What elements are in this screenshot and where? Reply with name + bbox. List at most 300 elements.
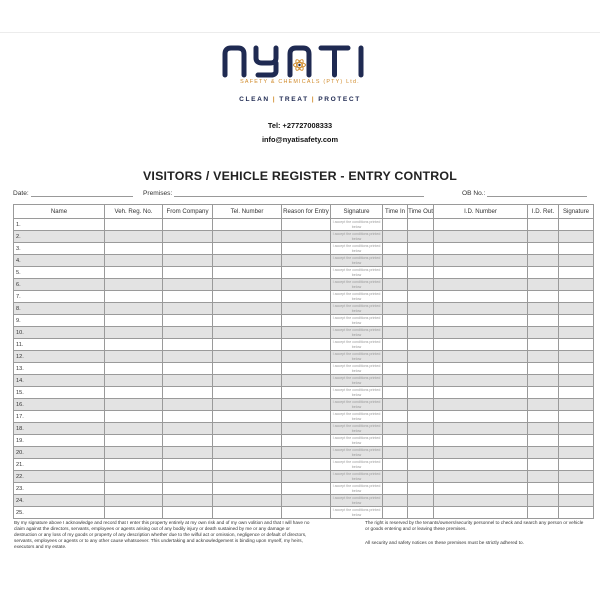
table-cell[interactable] <box>282 507 331 519</box>
table-cell[interactable] <box>434 435 528 447</box>
table-cell[interactable] <box>383 471 408 483</box>
table-cell[interactable] <box>282 447 331 459</box>
signature-acceptance-cell[interactable]: I accept the conditions printed below <box>331 411 383 423</box>
table-cell[interactable] <box>528 435 559 447</box>
table-cell[interactable] <box>105 495 163 507</box>
form-title: VISITORS / VEHICLE REGISTER - ENTRY CONTROL <box>142 169 458 183</box>
table-cell[interactable] <box>282 231 331 243</box>
table-cell[interactable] <box>434 363 528 375</box>
table-cell[interactable] <box>163 483 213 495</box>
table-cell[interactable] <box>383 411 408 423</box>
table-cell[interactable] <box>528 459 559 471</box>
table-row <box>14 447 594 459</box>
signature-acceptance-cell[interactable]: I accept the conditions printed below <box>331 303 383 315</box>
table-cell[interactable] <box>559 243 594 255</box>
table-cell[interactable] <box>163 459 213 471</box>
table-cell[interactable] <box>282 387 331 399</box>
table-cell[interactable] <box>105 219 163 231</box>
signature-acceptance-cell[interactable]: I accept the conditions printed below <box>331 315 383 327</box>
table-cell[interactable] <box>559 231 594 243</box>
table-cell[interactable] <box>213 387 282 399</box>
table-cell[interactable] <box>213 243 282 255</box>
table-cell[interactable] <box>213 327 282 339</box>
table-cell[interactable] <box>408 471 434 483</box>
table-cell[interactable] <box>163 303 213 315</box>
column-header: I.D. Number <box>434 205 528 219</box>
table-cell[interactable] <box>408 303 434 315</box>
table-cell[interactable] <box>559 291 594 303</box>
table-cell[interactable] <box>528 447 559 459</box>
table-cell[interactable] <box>383 291 408 303</box>
table-cell[interactable] <box>559 363 594 375</box>
table-cell[interactable] <box>105 459 163 471</box>
row-number-name-cell[interactable]: 19. <box>14 435 105 447</box>
table-cell[interactable] <box>383 231 408 243</box>
table-cell[interactable] <box>559 375 594 387</box>
header-row <box>14 205 594 219</box>
table-cell[interactable] <box>383 255 408 267</box>
table-cell[interactable] <box>163 327 213 339</box>
table-cell[interactable] <box>434 483 528 495</box>
table-row <box>14 363 594 375</box>
table-cell[interactable] <box>528 219 559 231</box>
row-number-name-cell[interactable]: 11. <box>14 339 105 351</box>
signature-acceptance-cell[interactable]: I accept the conditions printed below <box>331 459 383 471</box>
table-cell[interactable] <box>163 255 213 267</box>
table-cell[interactable] <box>408 327 434 339</box>
table-cell[interactable] <box>383 351 408 363</box>
signature-acceptance-cell[interactable]: I accept the conditions printed below <box>331 363 383 375</box>
table-row <box>14 303 594 315</box>
row-number-name-cell[interactable]: 15. <box>14 387 105 399</box>
row-number-name-cell[interactable]: 16. <box>14 399 105 411</box>
row-number-name-cell[interactable]: 9. <box>14 315 105 327</box>
table-cell[interactable] <box>282 315 331 327</box>
table-cell[interactable] <box>282 219 331 231</box>
table-cell[interactable] <box>559 495 594 507</box>
table-cell[interactable] <box>528 399 559 411</box>
row-number-name-cell[interactable]: 23. <box>14 483 105 495</box>
table-cell[interactable] <box>559 219 594 231</box>
table-cell[interactable] <box>559 411 594 423</box>
row-number-name-cell[interactable]: 20. <box>14 447 105 459</box>
table-cell[interactable] <box>282 327 331 339</box>
table-cell[interactable] <box>383 363 408 375</box>
ob-line <box>487 189 587 197</box>
table-cell[interactable] <box>105 411 163 423</box>
signature-acceptance-cell[interactable]: I accept the conditions printed below <box>331 243 383 255</box>
table-cell[interactable] <box>408 399 434 411</box>
table-cell[interactable] <box>559 459 594 471</box>
table-cell[interactable] <box>105 399 163 411</box>
signature-acceptance-cell[interactable]: I accept the conditions printed below <box>331 483 383 495</box>
table-cell[interactable] <box>408 291 434 303</box>
table-cell[interactable] <box>408 219 434 231</box>
table-cell[interactable] <box>528 243 559 255</box>
table-cell[interactable] <box>163 351 213 363</box>
table-row <box>14 255 594 267</box>
table-cell[interactable] <box>163 495 213 507</box>
table-cell[interactable] <box>213 255 282 267</box>
table-cell[interactable] <box>282 303 331 315</box>
signature-acceptance-cell[interactable]: I accept the conditions printed below <box>331 267 383 279</box>
signature-acceptance-cell[interactable]: I accept the conditions printed below <box>331 231 383 243</box>
table-cell[interactable] <box>282 495 331 507</box>
table-cell[interactable] <box>213 471 282 483</box>
table-cell[interactable] <box>434 267 528 279</box>
table-cell[interactable] <box>213 219 282 231</box>
table-cell[interactable] <box>408 387 434 399</box>
table-cell[interactable] <box>163 279 213 291</box>
table-cell[interactable] <box>213 399 282 411</box>
table-cell[interactable] <box>528 255 559 267</box>
table-cell[interactable] <box>408 363 434 375</box>
table-cell[interactable] <box>528 375 559 387</box>
table-row <box>14 423 594 435</box>
table-cell[interactable] <box>383 327 408 339</box>
table-cell[interactable] <box>559 507 594 519</box>
table-cell[interactable] <box>213 291 282 303</box>
table-cell[interactable] <box>282 459 331 471</box>
table-cell[interactable] <box>213 447 282 459</box>
table-cell[interactable] <box>105 279 163 291</box>
table-cell[interactable] <box>434 495 528 507</box>
table-cell[interactable] <box>105 423 163 435</box>
table-cell[interactable] <box>434 375 528 387</box>
table-cell[interactable] <box>383 339 408 351</box>
table-cell[interactable] <box>213 267 282 279</box>
table-cell[interactable] <box>559 339 594 351</box>
signature-acceptance-cell[interactable]: I accept the conditions printed below <box>331 471 383 483</box>
table-cell[interactable] <box>434 411 528 423</box>
table-cell[interactable] <box>559 255 594 267</box>
table-cell[interactable] <box>559 315 594 327</box>
table-cell[interactable] <box>408 495 434 507</box>
table-row <box>14 279 594 291</box>
table-cell[interactable] <box>408 243 434 255</box>
table-cell[interactable] <box>434 471 528 483</box>
table-cell[interactable] <box>528 363 559 375</box>
table-cell[interactable] <box>213 423 282 435</box>
table-cell[interactable] <box>559 279 594 291</box>
table-cell[interactable] <box>282 279 331 291</box>
table-cell[interactable] <box>559 387 594 399</box>
table-cell[interactable] <box>408 435 434 447</box>
table-cell[interactable] <box>163 219 213 231</box>
signature-acceptance-cell[interactable]: I accept the conditions printed below <box>331 423 383 435</box>
table-cell[interactable] <box>528 339 559 351</box>
table-cell[interactable] <box>434 327 528 339</box>
row-number-name-cell[interactable]: 22. <box>14 471 105 483</box>
table-cell[interactable] <box>434 387 528 399</box>
table-cell[interactable] <box>163 423 213 435</box>
table-cell[interactable] <box>282 243 331 255</box>
footer-disclaimer: By my signature above I acknowledge and record that I enter this property entirely at my own risk and of my own volition and that I will have no claim against the directors, servants, employees or agents arising out of any bodily injury or death sustained by me or any damage or destruction or any loss of my goods or property of any description whether due to the wilful act or omission, negligence or default of directors, servants, employees or agents or to any other cause whatsoever. This undertaking and acknowledgement is binding upon myself, my heirs, executors and my estate. <box>14 520 310 549</box>
table-cell[interactable] <box>213 231 282 243</box>
table-cell[interactable] <box>528 411 559 423</box>
table-cell[interactable] <box>105 339 163 351</box>
table-cell[interactable] <box>528 267 559 279</box>
table-cell[interactable] <box>383 303 408 315</box>
table-cell[interactable] <box>105 255 163 267</box>
table-cell[interactable] <box>434 459 528 471</box>
table-cell[interactable] <box>559 435 594 447</box>
table-cell[interactable] <box>528 351 559 363</box>
signature-acceptance-cell[interactable]: I accept the conditions printed below <box>331 375 383 387</box>
table-cell[interactable] <box>163 447 213 459</box>
table-cell[interactable] <box>408 279 434 291</box>
row-number-name-cell[interactable]: 21. <box>14 459 105 471</box>
signature-acceptance-cell[interactable]: I accept the conditions printed below <box>331 219 383 231</box>
table-cell[interactable] <box>105 447 163 459</box>
table-cell[interactable] <box>434 399 528 411</box>
table-cell[interactable] <box>105 303 163 315</box>
table-cell[interactable] <box>434 231 528 243</box>
table-cell[interactable] <box>105 363 163 375</box>
table-cell[interactable] <box>383 315 408 327</box>
signature-acceptance-cell[interactable]: I accept the conditions printed below <box>331 387 383 399</box>
table-cell[interactable] <box>163 315 213 327</box>
table-cell[interactable] <box>105 291 163 303</box>
row-number-name-cell[interactable]: 12. <box>14 351 105 363</box>
table-cell[interactable] <box>434 219 528 231</box>
row-number-name-cell[interactable]: 6. <box>14 279 105 291</box>
signature-acceptance-cell[interactable]: I accept the conditions printed below <box>331 327 383 339</box>
signature-acceptance-cell[interactable]: I accept the conditions printed below <box>331 495 383 507</box>
table-cell[interactable] <box>383 495 408 507</box>
table-cell[interactable] <box>105 327 163 339</box>
tagline-protect: PROTECT <box>318 96 361 103</box>
table-cell[interactable] <box>559 351 594 363</box>
table-cell[interactable] <box>282 483 331 495</box>
table-cell[interactable] <box>163 471 213 483</box>
table-cell[interactable] <box>213 459 282 471</box>
table-cell[interactable] <box>282 399 331 411</box>
table-cell[interactable] <box>282 411 331 423</box>
table-cell[interactable] <box>105 387 163 399</box>
table-cell[interactable] <box>213 363 282 375</box>
table-cell[interactable] <box>408 351 434 363</box>
table-cell[interactable] <box>528 291 559 303</box>
table-cell[interactable] <box>105 375 163 387</box>
ob-label: OB No.: <box>462 190 486 197</box>
table-cell[interactable] <box>105 507 163 519</box>
row-number-name-cell[interactable]: 24. <box>14 495 105 507</box>
table-cell[interactable] <box>408 423 434 435</box>
table-cell[interactable] <box>105 315 163 327</box>
table-cell[interactable] <box>163 363 213 375</box>
table-cell[interactable] <box>163 387 213 399</box>
table-cell[interactable] <box>434 291 528 303</box>
row-number-name-cell[interactable]: 14. <box>14 375 105 387</box>
table-cell[interactable] <box>282 255 331 267</box>
table-cell[interactable] <box>213 435 282 447</box>
company-logo <box>200 44 400 103</box>
table-cell[interactable] <box>528 507 559 519</box>
table-cell[interactable] <box>528 483 559 495</box>
table-cell[interactable] <box>434 423 528 435</box>
signature-acceptance-cell[interactable]: I accept the conditions printed below <box>331 255 383 267</box>
table-cell[interactable] <box>559 267 594 279</box>
table-cell[interactable] <box>213 495 282 507</box>
table-cell[interactable] <box>383 447 408 459</box>
row-number-name-cell[interactable]: 8. <box>14 303 105 315</box>
table-cell[interactable] <box>213 339 282 351</box>
table-cell[interactable] <box>282 375 331 387</box>
column-header: Name <box>14 205 105 219</box>
row-number-name-cell[interactable]: 2. <box>14 231 105 243</box>
contact-phone: Tel: +27727008333 <box>267 121 333 130</box>
table-cell[interactable] <box>434 303 528 315</box>
table-cell[interactable] <box>383 243 408 255</box>
table-cell[interactable] <box>282 471 331 483</box>
table-cell[interactable] <box>213 351 282 363</box>
table-cell[interactable] <box>383 483 408 495</box>
table-cell[interactable] <box>213 279 282 291</box>
table-cell[interactable] <box>105 267 163 279</box>
table-cell[interactable] <box>105 243 163 255</box>
table-cell[interactable] <box>434 255 528 267</box>
table-row <box>14 315 594 327</box>
table-row <box>14 351 594 363</box>
row-number-name-cell[interactable]: 10. <box>14 327 105 339</box>
table-cell[interactable] <box>408 447 434 459</box>
table-cell[interactable] <box>282 291 331 303</box>
table-cell[interactable] <box>383 399 408 411</box>
table-cell[interactable] <box>408 339 434 351</box>
row-number-name-cell[interactable]: 1. <box>14 219 105 231</box>
table-cell[interactable] <box>213 483 282 495</box>
table-cell[interactable] <box>213 375 282 387</box>
signature-acceptance-cell[interactable]: I accept the conditions printed below <box>331 351 383 363</box>
table-cell[interactable] <box>434 243 528 255</box>
signature-acceptance-cell[interactable]: I accept the conditions printed below <box>331 339 383 351</box>
table-cell[interactable] <box>559 303 594 315</box>
table-cell[interactable] <box>282 267 331 279</box>
signature-acceptance-cell[interactable]: I accept the conditions printed below <box>331 399 383 411</box>
row-number-name-cell[interactable]: 4. <box>14 255 105 267</box>
table-cell[interactable] <box>383 375 408 387</box>
table-cell[interactable] <box>282 423 331 435</box>
table-cell[interactable] <box>383 507 408 519</box>
table-cell[interactable] <box>383 279 408 291</box>
table-cell[interactable] <box>163 339 213 351</box>
column-header: Time Out <box>408 205 434 219</box>
table-cell[interactable] <box>528 387 559 399</box>
table-cell[interactable] <box>383 387 408 399</box>
table-cell[interactable] <box>559 327 594 339</box>
table-cell[interactable] <box>383 219 408 231</box>
table-cell[interactable] <box>213 507 282 519</box>
table-cell[interactable] <box>282 363 331 375</box>
table-cell[interactable] <box>528 303 559 315</box>
table-cell[interactable] <box>528 495 559 507</box>
table-cell[interactable] <box>383 267 408 279</box>
table-cell[interactable] <box>528 327 559 339</box>
table-row <box>14 399 594 411</box>
table-cell[interactable] <box>408 267 434 279</box>
table-cell[interactable] <box>163 243 213 255</box>
table-cell[interactable] <box>383 459 408 471</box>
table-cell[interactable] <box>559 447 594 459</box>
table-cell[interactable] <box>408 231 434 243</box>
table-cell[interactable] <box>434 279 528 291</box>
row-number-name-cell[interactable]: 18. <box>14 423 105 435</box>
signature-acceptance-cell[interactable]: I accept the conditions printed below <box>331 435 383 447</box>
table-cell[interactable] <box>105 351 163 363</box>
table-cell[interactable] <box>559 399 594 411</box>
table-cell[interactable] <box>434 507 528 519</box>
table-cell[interactable] <box>282 339 331 351</box>
table-cell[interactable] <box>213 315 282 327</box>
table-cell[interactable] <box>105 483 163 495</box>
row-number-name-cell[interactable]: 17. <box>14 411 105 423</box>
table-cell[interactable] <box>408 375 434 387</box>
row-number-name-cell[interactable]: 3. <box>14 243 105 255</box>
table-cell[interactable] <box>105 231 163 243</box>
row-number-name-cell[interactable]: 13. <box>14 363 105 375</box>
table-cell[interactable] <box>408 315 434 327</box>
table-cell[interactable] <box>383 435 408 447</box>
table-cell[interactable] <box>528 423 559 435</box>
table-cell[interactable] <box>163 399 213 411</box>
date-label: Date: <box>13 190 29 197</box>
table-cell[interactable] <box>559 471 594 483</box>
table-cell[interactable] <box>163 375 213 387</box>
footer-safety-notice: All security and safety notices on these premises must be strictly adhered to. <box>365 540 524 545</box>
date-line <box>31 189 133 197</box>
table-cell[interactable] <box>163 231 213 243</box>
table-cell[interactable] <box>105 471 163 483</box>
table-cell[interactable] <box>163 291 213 303</box>
signature-acceptance-cell[interactable]: I accept the conditions printed below <box>331 507 383 519</box>
signature-acceptance-cell[interactable]: I accept the conditions printed below <box>331 447 383 459</box>
table-cell[interactable] <box>528 471 559 483</box>
row-number-name-cell[interactable]: 5. <box>14 267 105 279</box>
row-number-name-cell[interactable]: 25. <box>14 507 105 519</box>
table-row <box>14 495 594 507</box>
row-number-name-cell[interactable]: 7. <box>14 291 105 303</box>
table-cell[interactable] <box>408 459 434 471</box>
table-cell[interactable] <box>559 423 594 435</box>
table-cell[interactable] <box>408 255 434 267</box>
table-cell[interactable] <box>213 411 282 423</box>
column-header: Time In <box>383 205 408 219</box>
table-cell[interactable] <box>163 507 213 519</box>
table-cell[interactable] <box>528 231 559 243</box>
table-cell[interactable] <box>408 411 434 423</box>
table-cell[interactable] <box>408 483 434 495</box>
table-cell[interactable] <box>383 423 408 435</box>
table-cell[interactable] <box>282 351 331 363</box>
table-cell[interactable] <box>408 507 434 519</box>
table-cell[interactable] <box>163 267 213 279</box>
table-cell[interactable] <box>163 411 213 423</box>
table-cell[interactable] <box>434 339 528 351</box>
table-cell[interactable] <box>528 315 559 327</box>
table-cell[interactable] <box>434 315 528 327</box>
table-cell[interactable] <box>282 435 331 447</box>
signature-acceptance-cell[interactable]: I accept the conditions printed below <box>331 279 383 291</box>
table-cell[interactable] <box>213 303 282 315</box>
table-cell[interactable] <box>434 351 528 363</box>
table-cell[interactable] <box>528 279 559 291</box>
table-cell[interactable] <box>434 447 528 459</box>
table-cell[interactable] <box>105 435 163 447</box>
table-cell[interactable] <box>559 483 594 495</box>
table-cell[interactable] <box>163 435 213 447</box>
signature-acceptance-cell[interactable]: I accept the conditions printed below <box>331 291 383 303</box>
